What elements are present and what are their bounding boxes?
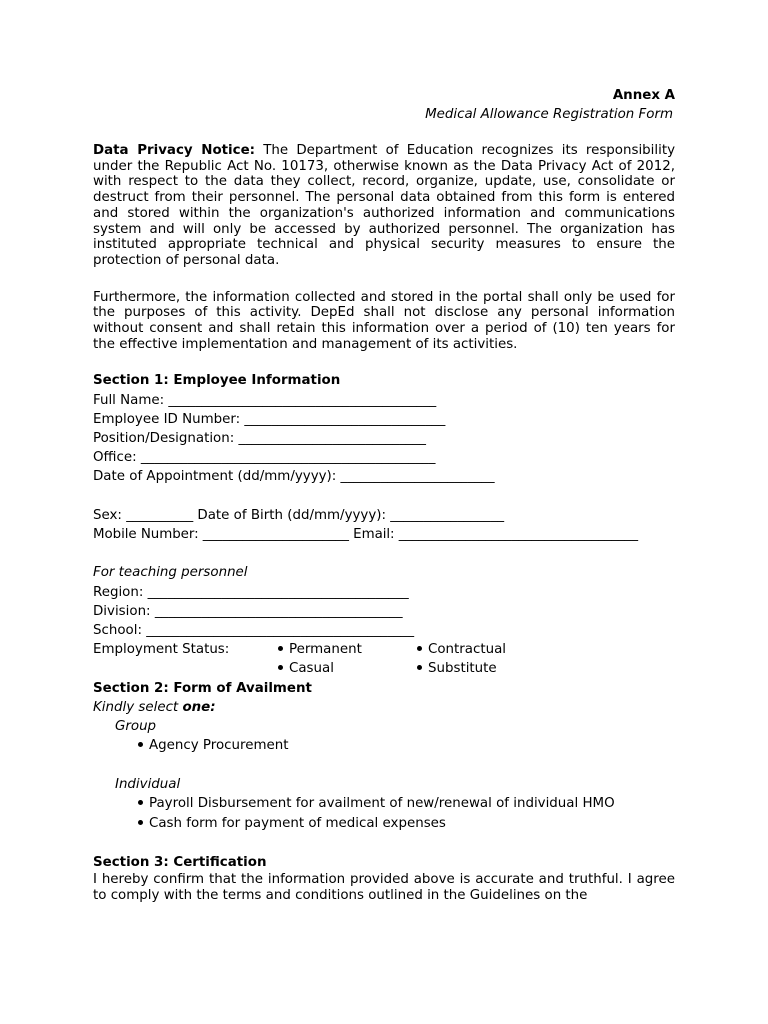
option-contractual-label: Contractual bbox=[428, 642, 507, 658]
privacy-notice bbox=[93, 143, 675, 269]
option-agency-procurement[interactable] bbox=[93, 736, 675, 755]
full-name-field[interactable]: Full Name: ________________________________________ bbox=[93, 392, 437, 408]
annex-label: Annex A bbox=[612, 88, 675, 103]
privacy-notice-label: Data Privacy Notice: bbox=[93, 143, 256, 158]
document-page bbox=[93, 86, 675, 903]
employee-id-field[interactable]: Employee ID Number: ______________________________ bbox=[93, 411, 446, 427]
option-substitute-label: Substitute bbox=[428, 661, 497, 677]
privacy-notice-continued: Furthermore, the information collected and stored in the portal shall only be used for the purposes of this activity. DepEd shall not disclose any personal information without consent and shall retain this information over a period of (10) ten years for the effective implementation and management of its activities. bbox=[93, 289, 675, 352]
option-cash-form[interactable] bbox=[93, 814, 675, 833]
certification-text: I hereby confirm that the information provided above is accurate and truthful. I agree to comply with the terms and conditions outlined in the Guidelines on the bbox=[93, 872, 675, 903]
bullet-icon bbox=[417, 665, 422, 670]
section2-title: Section 2: Form of Availment bbox=[93, 680, 312, 696]
employment-status-label: Employment Status: bbox=[93, 642, 230, 658]
privacy-notice-text: The Department of Education recognizes its responsibility under the Republic Act No. 10173, otherwise known as the Data Privacy Act of 2012, with respect to the data they collect, record, organize, update, use, consolidate or destruct from their personnel. The personal data obtained from this form is entered and stored within the organization's authorized information and communications system and will only be accessed by authorized personnel. The organization has instituted appropriate technical and physical security measures to ensure the protection of personal data. bbox=[93, 143, 676, 268]
office-field[interactable]: Office: ____________________________________________ bbox=[93, 450, 436, 466]
bullet-icon bbox=[138, 742, 143, 747]
bullet-icon bbox=[417, 646, 422, 651]
bullet-icon bbox=[138, 800, 143, 805]
section3-title: Section 3: Certification bbox=[93, 854, 267, 870]
section1-title: Section 1: Employee Information bbox=[93, 373, 341, 389]
bullet-icon bbox=[138, 820, 143, 825]
option-permanent-label: Permanent bbox=[289, 642, 362, 658]
spacer bbox=[93, 756, 675, 775]
availment-instruction bbox=[93, 698, 675, 717]
school-field[interactable]: School: ________________________________________ bbox=[93, 623, 415, 639]
region-field[interactable]: Region: _______________________________________ bbox=[93, 584, 409, 600]
bullet-icon bbox=[278, 665, 283, 670]
employment-status-row-2 bbox=[93, 659, 675, 678]
position-field[interactable]: Position/Designation: ____________________________ bbox=[93, 431, 426, 447]
option-permanent[interactable] bbox=[278, 640, 362, 659]
spacer bbox=[93, 834, 675, 853]
appointment-date-field[interactable]: Date of Appointment (dd/mm/yyyy): _______________________ bbox=[93, 469, 495, 485]
instruction-emphasis: one: bbox=[182, 699, 216, 715]
option-payroll-disbursement-label: Payroll Disbursement for availment of new/renewal of individual HMO bbox=[149, 796, 615, 812]
option-payroll-disbursement[interactable] bbox=[93, 794, 675, 813]
group-label: Group bbox=[115, 719, 157, 735]
option-casual[interactable] bbox=[278, 659, 334, 678]
option-substitute[interactable] bbox=[417, 659, 497, 678]
bullet-icon bbox=[278, 646, 283, 651]
division-field[interactable]: Division: _____________________________________ bbox=[93, 603, 403, 619]
option-contractual[interactable] bbox=[417, 640, 506, 659]
option-cash-form-label: Cash form for payment of medical expenses bbox=[149, 816, 446, 832]
spacer bbox=[93, 487, 675, 506]
employment-status-row bbox=[93, 640, 675, 659]
spacer bbox=[93, 544, 675, 563]
teaching-personnel-label: For teaching personnel bbox=[93, 565, 248, 581]
sex-dob-field[interactable]: Sex: __________ Date of Birth (dd/mm/yyyy): _________________ bbox=[93, 507, 505, 523]
mobile-email-field[interactable]: Mobile Number: ______________________ Email: ____________________________________ bbox=[93, 527, 638, 543]
option-casual-label: Casual bbox=[289, 661, 334, 677]
instruction-text: Kindly select bbox=[93, 699, 183, 715]
individual-label: Individual bbox=[115, 776, 181, 792]
option-agency-procurement-label: Agency Procurement bbox=[149, 738, 289, 754]
form-title: Medical Allowance Registration Form bbox=[425, 107, 673, 122]
